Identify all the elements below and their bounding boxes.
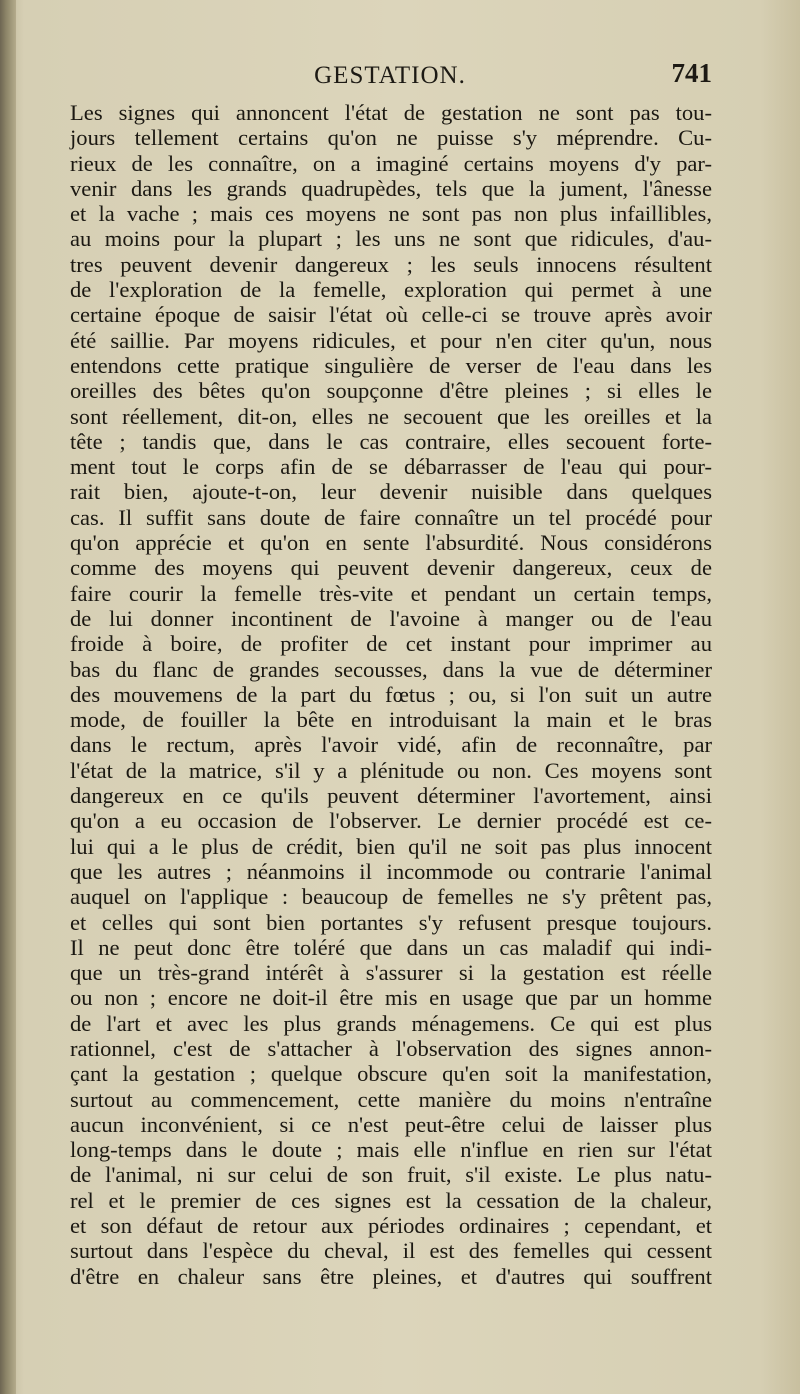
text-line: aucun inconvénient, si ce n'est peut-être celui de laisser plus xyxy=(70,1111,712,1137)
text-line: que les autres ; néanmoins il incommode ou contrarie l'animal xyxy=(70,858,712,884)
text-line: froide à boire, de profiter de cet instant pour imprimer au xyxy=(70,631,712,657)
text-line: auquel on l'applique : beaucoup de femelles ne s'y prêtent pas, xyxy=(70,884,712,910)
page-number: 741 xyxy=(671,58,712,88)
text-line: rait bien, ajoute-t-on, leur devenir nuisible dans quelques xyxy=(70,479,712,505)
text-line: çant la gestation ; quelque obscure qu'en soit la manifestation, xyxy=(70,1061,712,1087)
text-line: de l'animal, ni sur celui de son fruit, s'il existe. Le plus natu- xyxy=(70,1162,712,1188)
text-line: et son défaut de retour aux périodes ordinaires ; cependant, et xyxy=(70,1213,712,1239)
text-line: des mouvemens de la part du fœtus ; ou, si l'on suit un autre xyxy=(70,681,712,707)
text-line: faire courir la femelle très-vite et pendant un certain temps, xyxy=(70,580,712,606)
text-line: rel et le premier de ces signes est la cessation de la chaleur, xyxy=(70,1187,712,1213)
text-line: qu'on a eu occasion de l'observer. Le dernier procédé est ce- xyxy=(70,808,712,834)
text-line: venir dans les grands quadrupèdes, tels que la jument, l'ânesse xyxy=(70,175,712,201)
text-line: sont réellement, dit-on, elles ne secouent que les oreilles et la xyxy=(70,403,712,429)
text-line: et celles qui sont bien portantes s'y refusent presque toujours. xyxy=(70,909,712,935)
text-line: au moins pour la plupart ; les uns ne sont que ridicules, d'au- xyxy=(70,226,712,252)
text-line: jours tellement certains qu'on ne puisse s'y méprendre. Cu- xyxy=(70,125,712,151)
text-line: d'être en chaleur sans être pleines, et d'autres qui souffrent xyxy=(70,1263,712,1289)
text-line: ou non ; encore ne doit-il être mis en usage que par un homme xyxy=(70,985,712,1011)
text-line: été saillie. Par moyens ridicules, et pour n'en citer qu'un, nous xyxy=(70,327,712,353)
text-line: oreilles des bêtes qu'on soupçonne d'être pleines ; si elles le xyxy=(70,378,712,404)
text-line: et la vache ; mais ces moyens ne sont pas non plus infaillibles, xyxy=(70,201,712,227)
text-line: rationnel, c'est de s'attacher à l'observation des signes annon- xyxy=(70,1035,712,1061)
text-line: qu'on apprécie et qu'on en sente l'absurdité. Nous considérons xyxy=(70,530,712,556)
running-head: GESTATION. xyxy=(314,62,466,89)
text-line: lui qui a le plus de crédit, bien qu'il ne soit pas plus innocent xyxy=(70,833,712,859)
text-line: tres peuvent devenir dangereux ; les seuls innocens résultent xyxy=(70,251,712,277)
page-header xyxy=(70,56,710,96)
text-line: de l'exploration de la femelle, exploration qui permet à une xyxy=(70,277,712,303)
page-gutter-shadow xyxy=(0,0,16,1394)
text-line: dans le rectum, après l'avoir vidé, afin de reconnaître, par xyxy=(70,732,712,758)
text-line: l'état de la matrice, s'il y a plénitude ou non. Ces moyens sont xyxy=(70,757,712,783)
text-line: cas. Il suffit sans doute de faire connaître un tel procédé pour xyxy=(70,504,712,530)
text-line: dangereux en ce qu'ils peuvent déterminer l'avortement, ainsi xyxy=(70,783,712,809)
text-line: entendons cette pratique singulière de verser de l'eau dans les xyxy=(70,352,712,378)
text-line: Il ne peut donc être toléré que dans un cas maladif qui indi- xyxy=(70,934,712,960)
text-line: tête ; tandis que, dans le cas contraire, elles secouent forte- xyxy=(70,428,712,454)
text-line: Les signes qui annoncent l'état de gestation ne sont pas tou- xyxy=(70,100,712,125)
text-line: bas du flanc de grandes secousses, dans la vue de déterminer xyxy=(70,656,712,682)
text-line: surtout dans l'espèce du cheval, il est des femelles qui cessent xyxy=(70,1238,712,1264)
body-text xyxy=(70,100,712,1289)
text-line: de lui donner incontinent de l'avoine à manger ou de l'eau xyxy=(70,605,712,631)
text-line: ment tout le corps afin de se débarrasser de l'eau qui pour- xyxy=(70,454,712,480)
text-line: de l'art et avec les plus grands ménagemens. Ce qui est plus xyxy=(70,1010,712,1036)
text-line: surtout au commencement, cette manière du moins n'entraîne xyxy=(70,1086,712,1112)
text-line: rieux de les connaître, on a imaginé certains moyens d'y par- xyxy=(70,150,712,176)
text-line: mode, de fouiller la bête en introduisant la main et le bras xyxy=(70,707,712,733)
text-line: comme des moyens qui peuvent devenir dangereux, ceux de xyxy=(70,555,712,581)
text-line: que un très-grand intérêt à s'assurer si la gestation est réelle xyxy=(70,960,712,986)
text-line: certaine époque de saisir l'état où celle-ci se trouve après avoir xyxy=(70,302,712,328)
text-line: long-temps dans le doute ; mais elle n'influe en rien sur l'état xyxy=(70,1137,712,1163)
